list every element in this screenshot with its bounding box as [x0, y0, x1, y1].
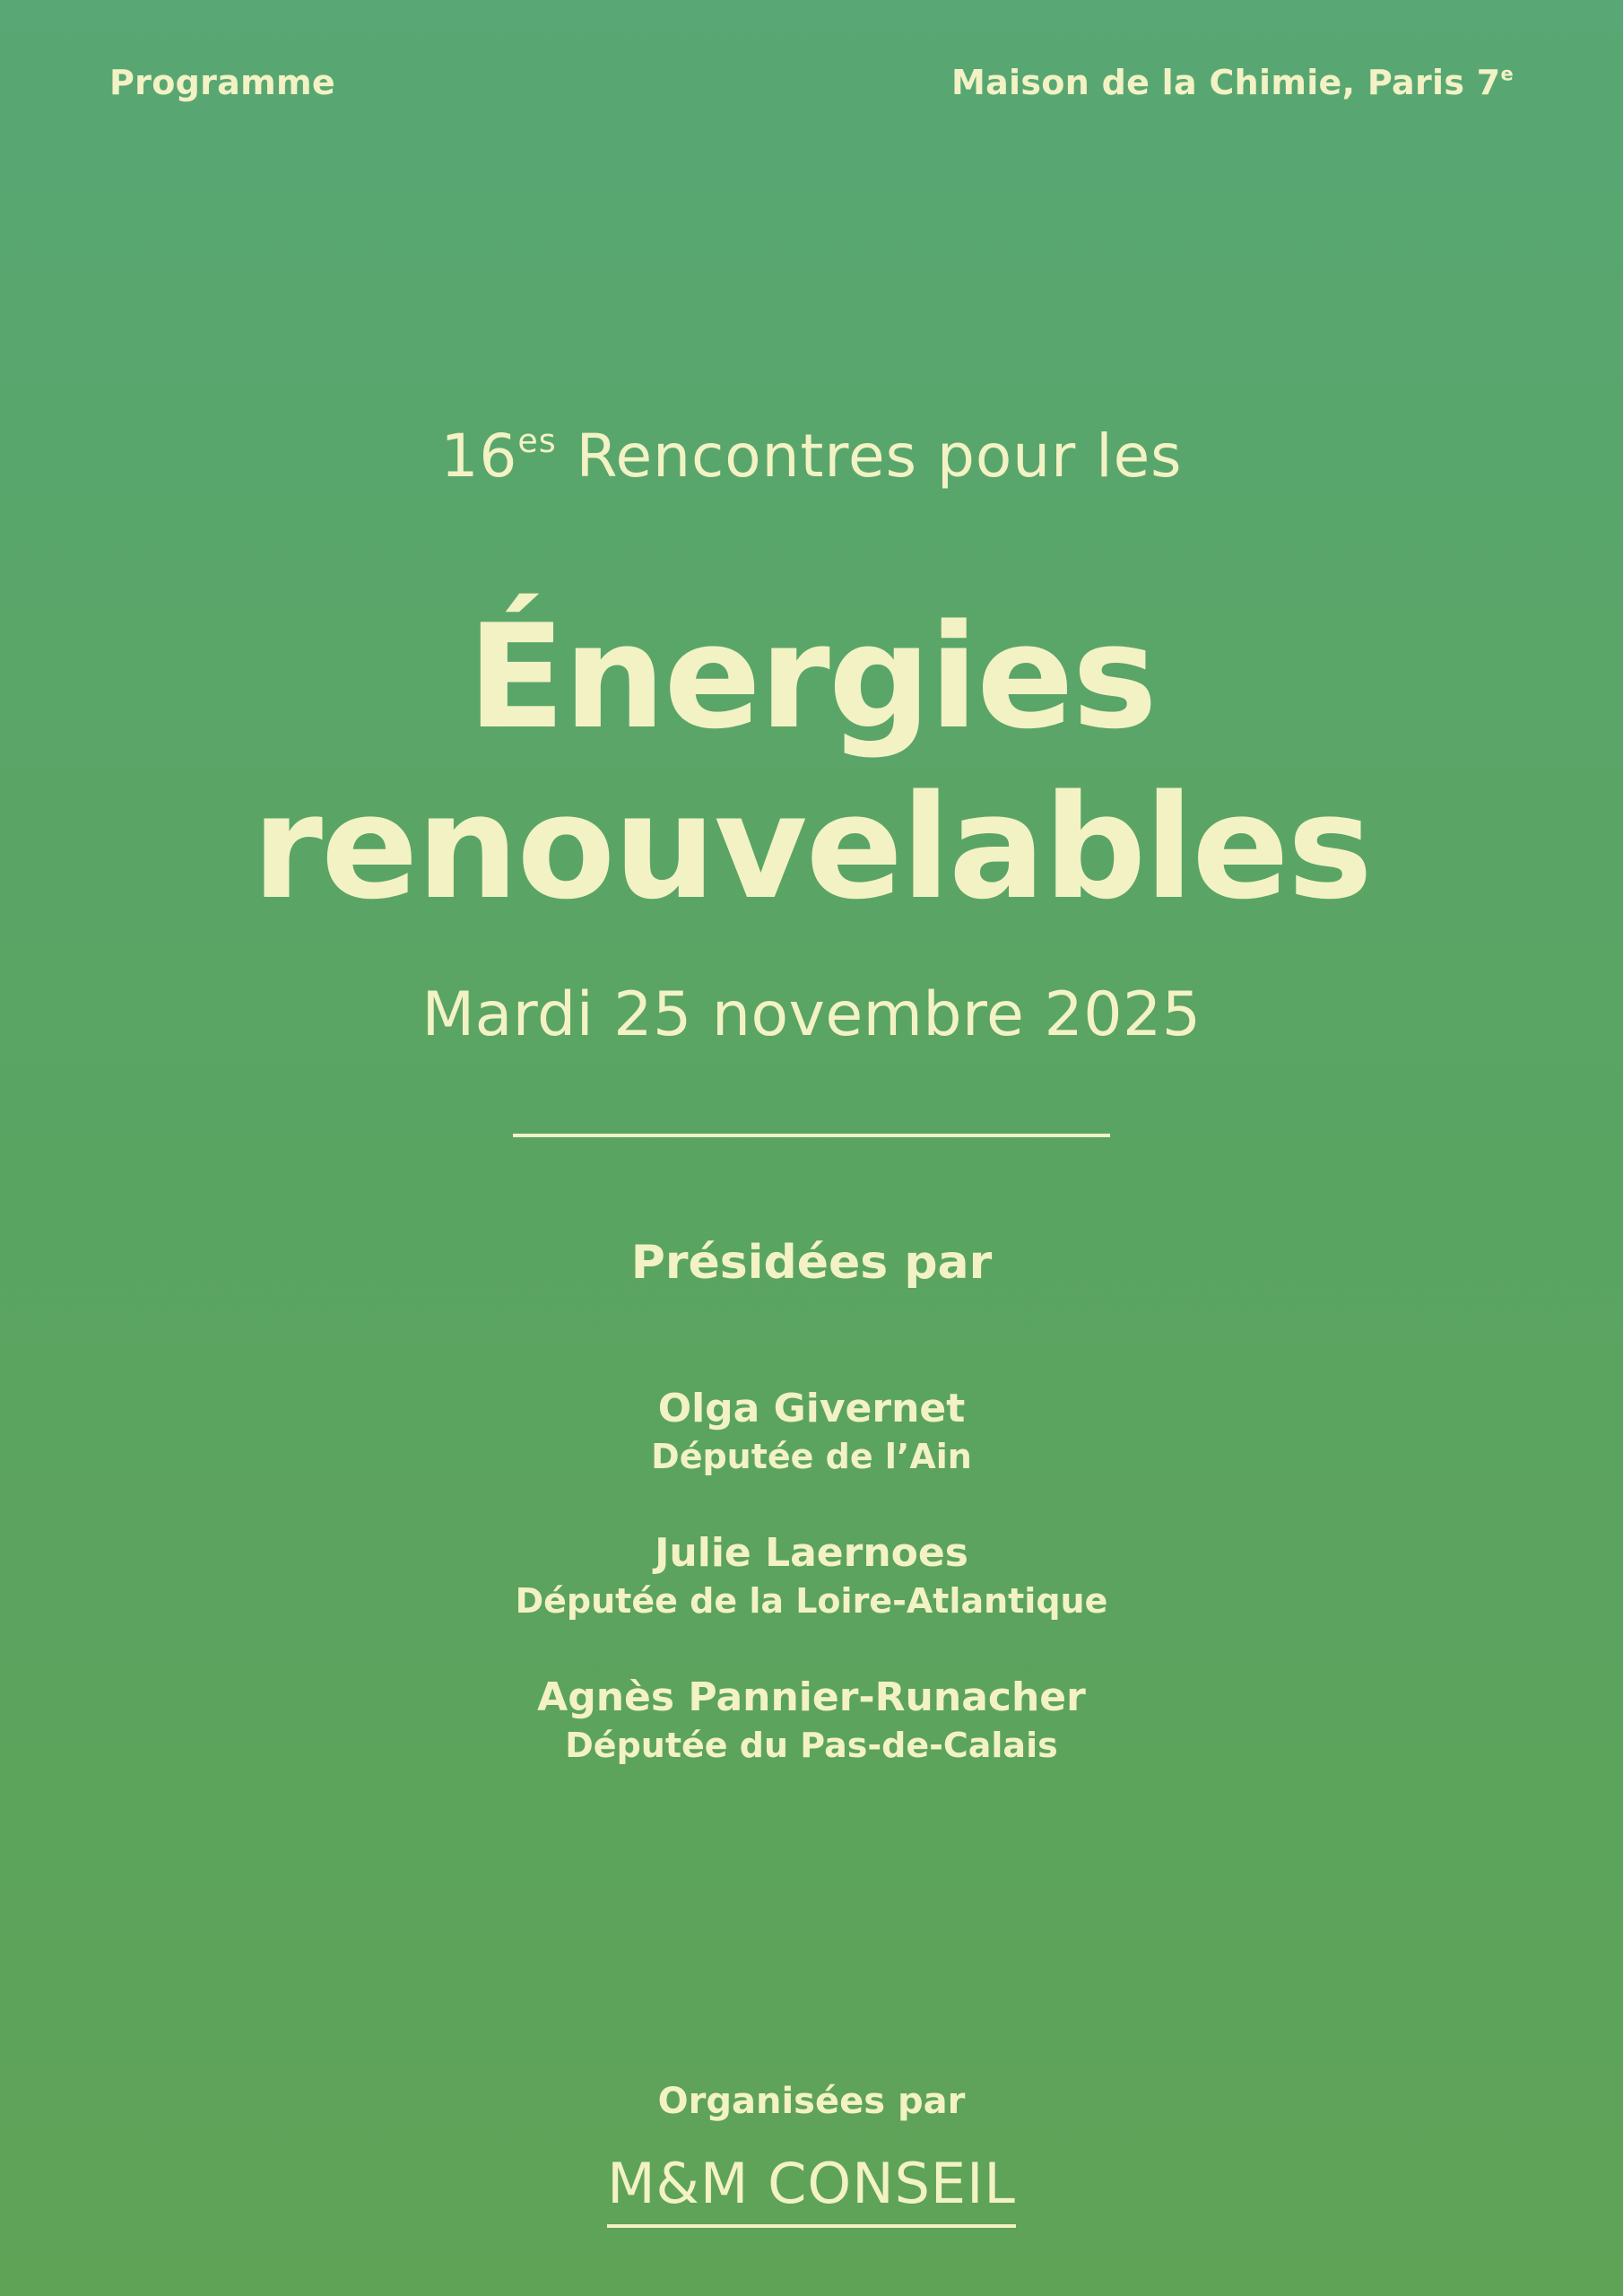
chair-role: Députée de l’Ain [651, 1437, 972, 1476]
edition-superscript: es [517, 421, 557, 460]
chair-name: Agnès Pannier-Runacher [537, 1674, 1086, 1720]
title-line-1: Énergies [467, 593, 1156, 761]
organizer-brand-wrap [0, 2152, 1623, 2228]
venue-superscript: e [1500, 63, 1514, 85]
chair-name: Julie Laernoes [655, 1530, 968, 1576]
chair-role: Députée du Pas-de-Calais [565, 1726, 1058, 1765]
venue-text: Maison de la Chimie, Paris 7 [950, 63, 1501, 102]
chairs-label: Présidées par [630, 1236, 993, 1290]
event-title [0, 592, 1623, 933]
divider-line [513, 1134, 1110, 1137]
programme-label: Programme [109, 63, 335, 102]
venue-label [951, 63, 1514, 102]
chair-name: Olga Givernet [657, 1386, 966, 1431]
chair-person [0, 1529, 1623, 1624]
title-line-2: renouvelables [252, 763, 1371, 931]
organizer-label: Organisées par [657, 2081, 966, 2122]
organizer-logo: M&M CONSEIL [607, 2152, 1016, 2228]
event-date: Mardi 25 novembre 2025 [421, 979, 1202, 1050]
chair-person [0, 1674, 1623, 1769]
chair-person [0, 1385, 1623, 1480]
subtitle-text: Rencontres pour les [556, 422, 1183, 491]
event-subtitle [0, 422, 1623, 491]
edition-number: 16 [440, 422, 518, 491]
chair-role: Députée de la Loire-Atlantique [515, 1581, 1108, 1621]
